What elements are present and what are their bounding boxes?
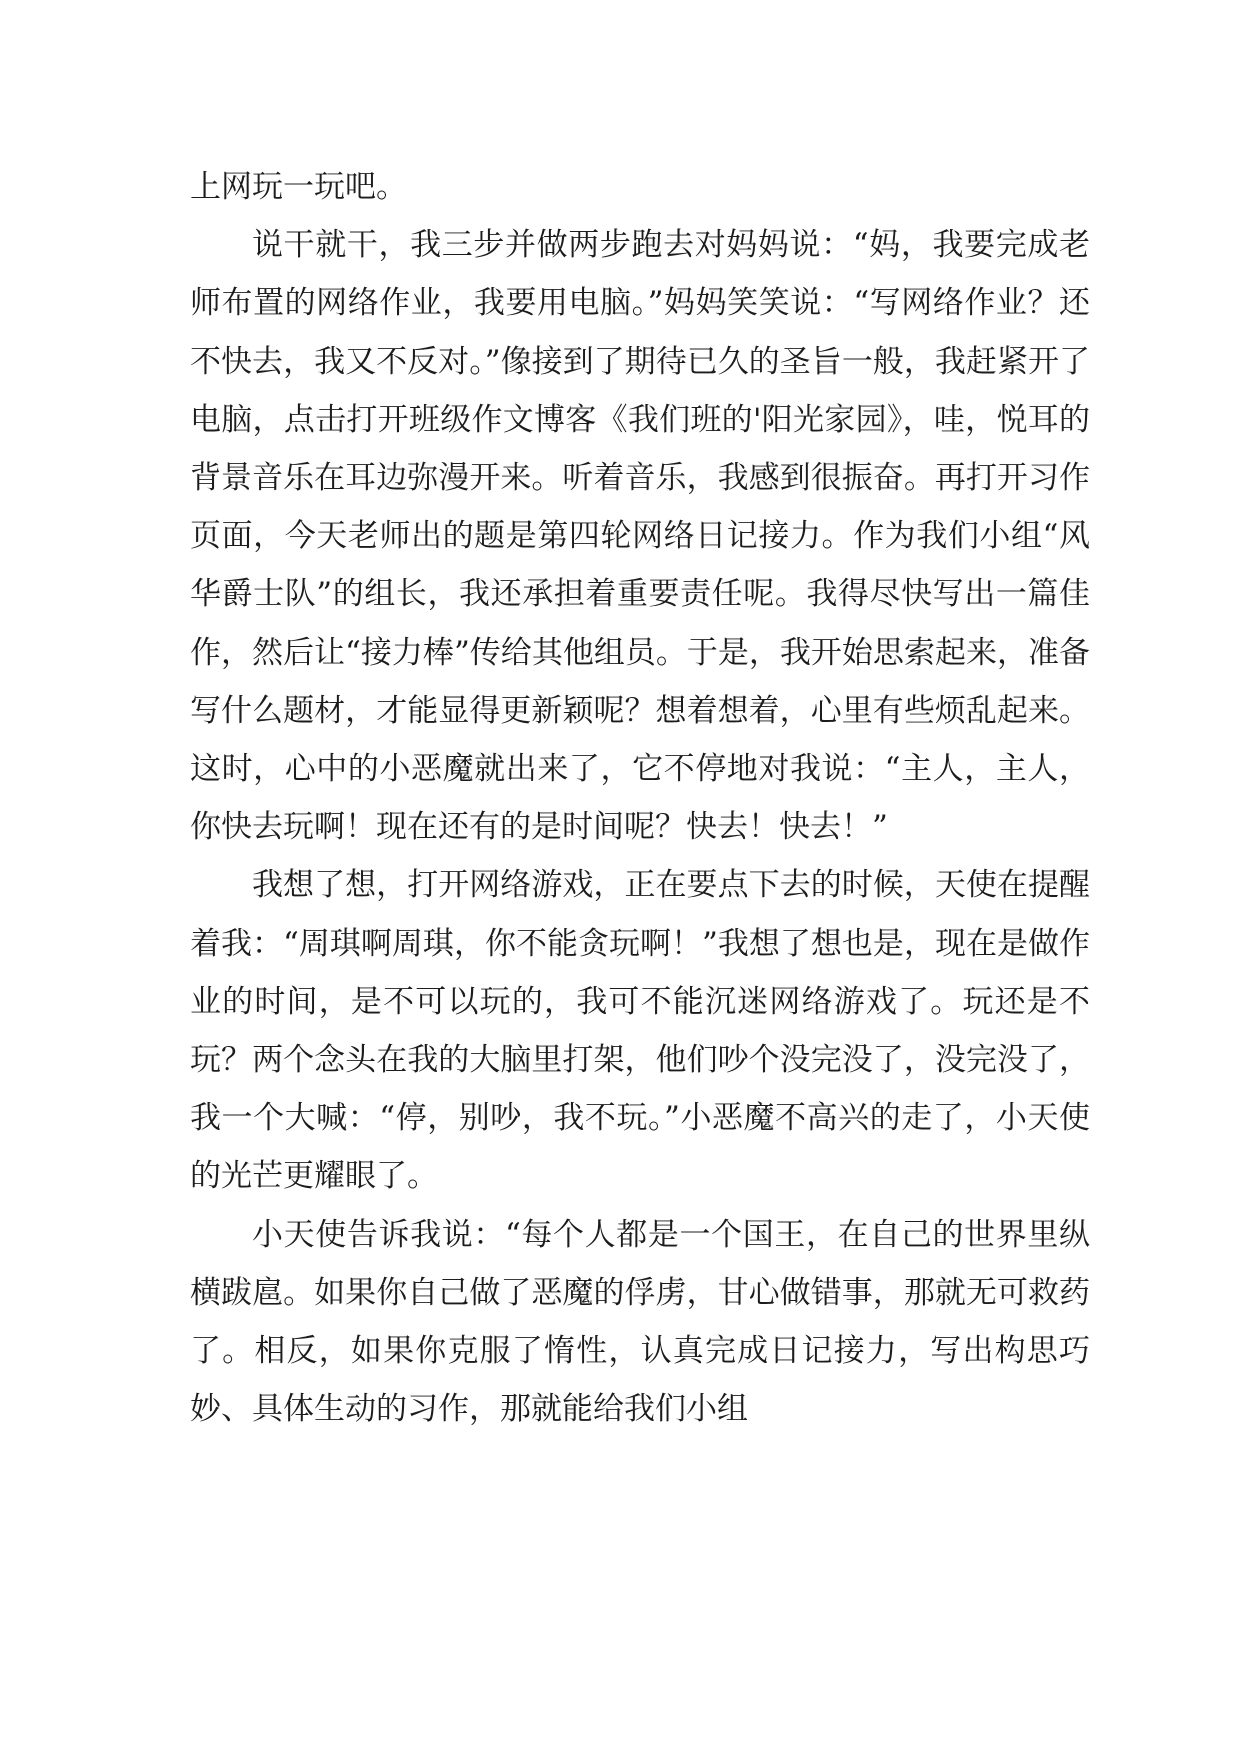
- paragraph-2: 说干就干，我三步并做两步跑去对妈妈说：“妈，我要完成老师布置的网络作业，我要用电脑。”妈妈笑笑说：“写网络作业？还不快去，我又不反对。”像接到了期待已久的圣旨一般，我赶紧开了电脑，点击打开班级作文博客《我们班的'阳光家园》，哇，悦耳的背景音乐在耳边弥漫开来。听着音乐，我感到很振奋。再打开习作页面，今天老师出的题是第四轮网络日记接力。作为我们小组“风华爵士队”的组长，我还承担着重要责任呢。我得尽快写出一篇佳作，然后让“接力棒”传给其他组员。于是，我开始思索起来，准备写什么题材，才能显得更新颖呢？想着想着，心里有些烦乱起来。这时，心中的小恶魔就出来了，它不停地对我说：“主人，主人，你快去玩啊！现在还有的是时间呢？快去！快去！”: [190, 227, 1090, 846]
- body-text: [190, 158, 1090, 1438]
- paragraph-4: 小天使告诉我说：“每个人都是一个国王，在自己的世界里纵横跋扈。如果你自己做了恶魔的俘虏，甘心做错事，那就无可救药了。相反，如果你克服了惰性，认真完成日记接力，写出构思巧妙、具体生动的习作，那就能给我们小组: [190, 1216, 1090, 1428]
- paragraph-3: 我想了想，打开网络游戏，正在要点下去的时候，天使在提醒着我：“周琪啊周琪，你不能贪玩啊！”我想了想也是，现在是做作业的时间，是不可以玩的，我可不能沉迷网络游戏了。玩还是不玩？两个念头在我的大脑里打架，他们吵个没完没了，没完没了，我一个大喊：“停，别吵，我不玩。”小恶魔不高兴的走了，小天使的光芒更耀眼了。: [190, 867, 1090, 1195]
- paragraph-continuation: 上网玩一玩吧。: [190, 169, 407, 205]
